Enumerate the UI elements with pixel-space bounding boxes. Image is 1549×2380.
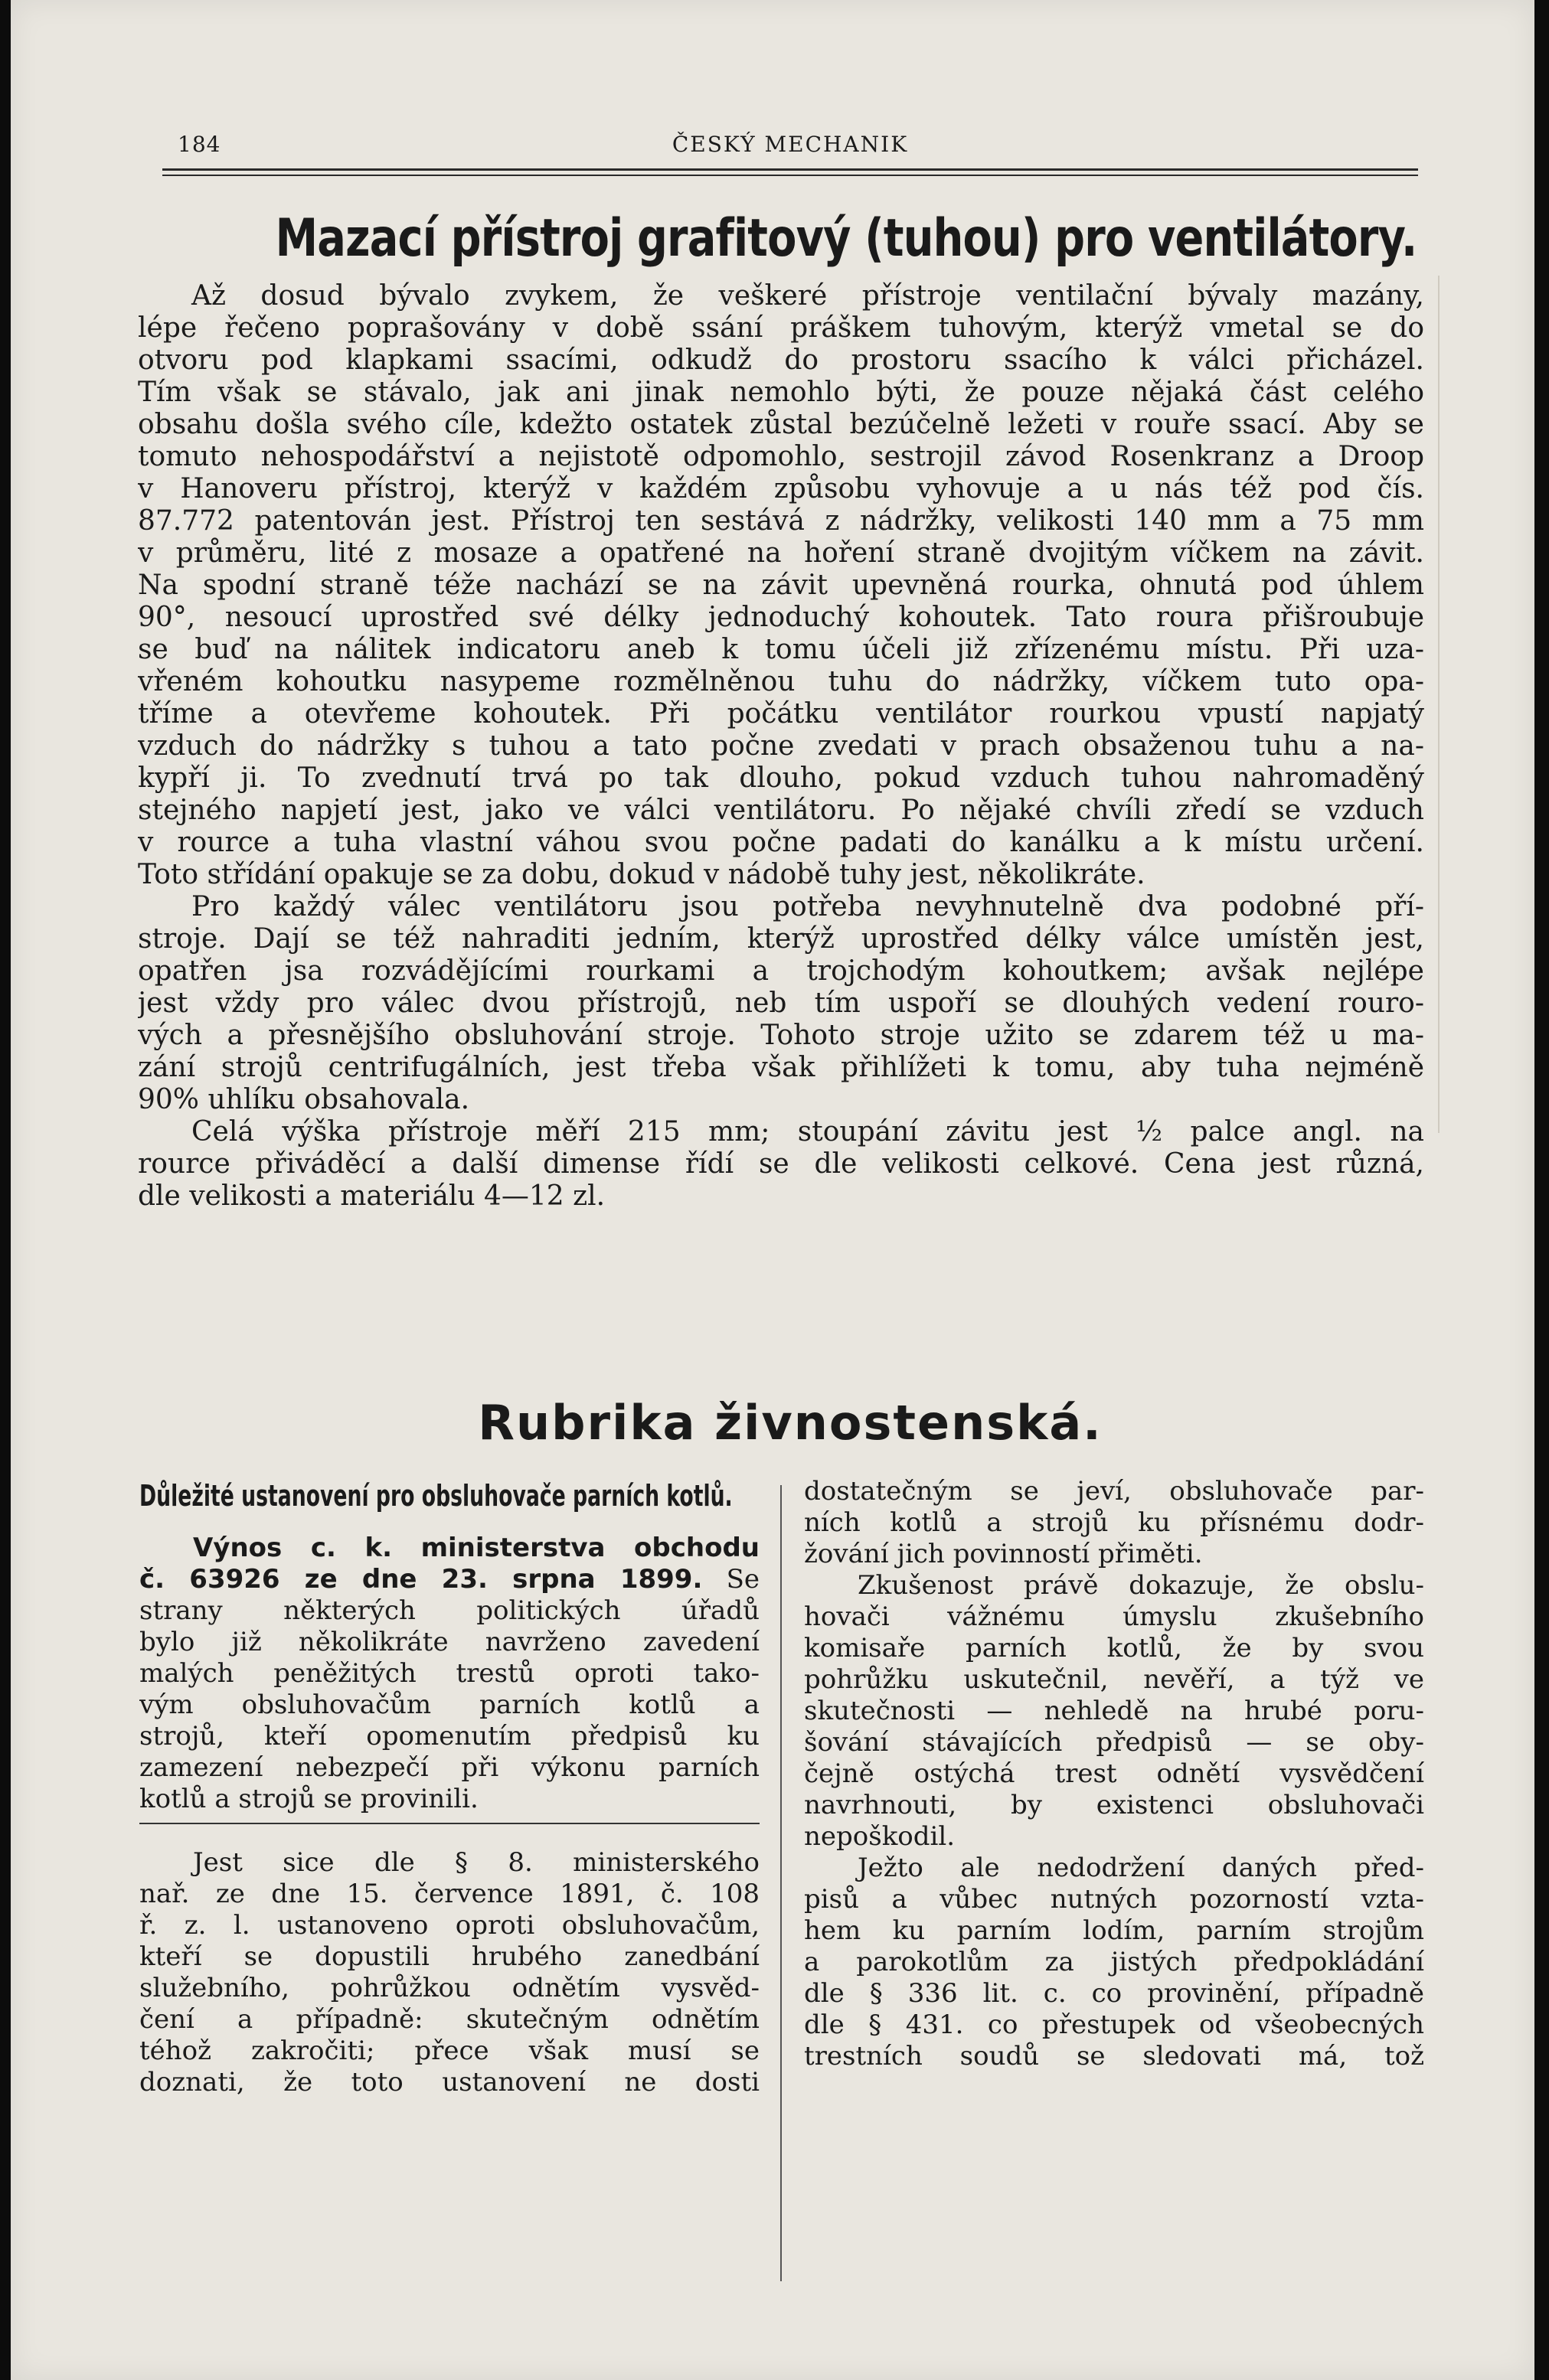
text-line: pisů a vůbec nutných pozorností vzta-: [804, 1884, 1424, 1915]
text-line: pohrůžku uskutečnil, nevěří, a týž ve: [804, 1664, 1424, 1695]
text-line: stejného napjetí jest, jako ve válci ventilátoru. Po nějaké chvíli zředí se vzduch: [138, 795, 1424, 826]
text-line: 90% uhlíku obsahovala.: [138, 1084, 470, 1115]
text-line: rource přiváděcí a další dimense řídí se dle velikosti celkové. Cena jest různá,: [138, 1148, 1424, 1180]
text-line: dostatečným se jeví, obsluhovače par-: [804, 1476, 1424, 1507]
section-title: Rubrika živnostenská.: [478, 1395, 1103, 1451]
text-line: vzduch do nádržky s tuhou a tato počne zvedati v prach obsaženou tuhu a na-: [138, 730, 1424, 762]
column-subheading: Důležité ustanovení pro obsluhovače parních kotlů.: [139, 1479, 733, 1513]
text-line: Zkušenost právě dokazuje, že obslu-: [858, 1570, 1424, 1601]
text-line: lépe řečeno poprašovány v době ssání práškem tuhovým, kterýž vmetal se do: [138, 312, 1424, 344]
text-line: zání strojů centrifugálních, jest třeba však přihlížeti k tomu, aby tuha nejméně: [138, 1052, 1424, 1083]
page-header: [162, 132, 1418, 162]
text-line: hovači vážnému úmyslu zkušebního: [804, 1601, 1424, 1632]
text-line: čejně ostýchá trest odnětí vysvědčení: [804, 1758, 1424, 1789]
text-line: kotlů a strojů se provinili.: [139, 1784, 479, 1814]
text-line: otvoru pod klapkami ssacími, odkudž do prostoru ssacího k válci přicházel.: [138, 344, 1424, 376]
text-line: vých a přesnějšího obsluhování stroje. Tohoto stroje užito se zdarem též u ma-: [138, 1020, 1424, 1051]
header-rule-thick: [162, 168, 1418, 171]
text-line: opatřen jsa rozvádějícími rourkami a trojchodým kohoutkem; avšak nejlépe: [138, 955, 1424, 987]
text-line: strojů, kteří opomenutím předpisů ku: [139, 1721, 760, 1752]
text-line: Celá výška přístroje měří 215 mm; stoupání závitu jest ½ palce angl. na: [191, 1116, 1424, 1148]
text-line: kteří se dopustili hrubého zanedbání: [139, 1941, 760, 1972]
text-line: Ježto ale nedodržení daných před-: [858, 1853, 1424, 1883]
text-line: téhož zakročiti; přece však musí se: [139, 2036, 760, 2066]
text-line: trestních soudů se sledovati má, tož: [804, 2041, 1424, 2071]
text-line: dle § 431. co přestupek od všeobecných: [804, 2009, 1424, 2040]
text-line: Toto střídání opakuje se za dobu, dokud v nádobě tuhy jest, několikráte.: [138, 859, 1145, 890]
text-line: kypří ji. To zvednutí trvá po tak dlouho, pokud vzduch tuhou nahromaděný: [138, 762, 1424, 794]
text-line: vřeném kohoutku nasypeme rozmělněnou tuhu do nádržky, víčkem tuto opa-: [138, 666, 1424, 697]
header-rule-thin: [162, 175, 1418, 176]
text-line: dle velikosti a materiálu 4—12 zl.: [138, 1180, 606, 1212]
text-line: 90°, nesoucí uprostřed své délky jednoduchý kohoutek. Tato roura přišroubuje: [138, 602, 1424, 633]
decree-number: č. 63926 ze dne 23. srpna 1899.: [139, 1564, 703, 1595]
text-line: šování stávajících předpisů — se oby-: [804, 1727, 1424, 1758]
article-body: [138, 280, 1424, 1213]
text-line: se buď na nálitek indicatoru aneb k tomu účeli již zřízenému místu. Při uza-: [138, 634, 1424, 665]
text-line: tříme a otevřeme kohoutek. Při počátku ventilátor rourkou vpustí napjatý: [138, 698, 1424, 730]
text-line: ř. z. l. ustanoveno oproti obsluhovačům,: [139, 1910, 760, 1941]
article-title: Mazací přístroj grafitový (tuhou) pro ventilátory.: [275, 208, 1417, 269]
paragraph-rule: [139, 1823, 760, 1824]
decree-line: Výnos c. k. ministerstva obchodu: [193, 1533, 760, 1563]
text-line: 87.772 patentován jest. Přístroj ten sestává z nádržky, velikosti 140 mm a 75 mm: [138, 505, 1424, 537]
text-line: a parokotlům za jistých předpokládání: [804, 1947, 1424, 1977]
text-line: strany některých politických úřadů: [139, 1595, 760, 1626]
text-line: komisaře parních kotlů, že by svou: [804, 1633, 1424, 1663]
page-edge-shadow: [1438, 276, 1440, 1133]
left-column: [139, 1476, 760, 2098]
decree-line-2: [139, 1564, 760, 1595]
text-line: v rource a tuha vlastní váhou svou počne padati do kanálku a k místu určení.: [138, 827, 1424, 858]
text-line: Na spodní straně téže nachází se na závit upevněná rourka, ohnutá pod úhlem: [138, 570, 1424, 601]
text-line: nepoškodil.: [804, 1821, 956, 1852]
text-line: bylo již několikráte navrženo zavedení: [139, 1627, 760, 1657]
text-line: stroje. Dají se též nahraditi jedním, kterýž uprostřed délky válce umístěn jest,: [138, 923, 1424, 955]
text-line: Pro každý válec ventilátoru jsou potřeba nevyhnutelně dva podobné pří-: [191, 891, 1424, 922]
text-line: zamezení nebezpečí při výkonu parních: [139, 1752, 760, 1783]
text-line: ních kotlů a strojů ku přísnému dodr-: [804, 1507, 1424, 1538]
text-line: Jest sice dle § 8. ministerského: [193, 1847, 760, 1878]
text-line: obsahu došla svého cíle, kdežto ostatek zůstal bezúčelně ležeti v rouře ssací. Aby se: [138, 409, 1424, 440]
page-number: 184: [178, 132, 221, 157]
text-line: doznati, že toto ustanovení ne dosti: [139, 2067, 760, 2098]
text-line: Tím však se stávalo, jak ani jinak nemohlo býti, že pouze nějaká část celého: [138, 377, 1424, 408]
column-divider: [780, 1485, 782, 2281]
journal-title: ČESKÝ MECHANIK: [672, 132, 909, 157]
text-line: Až dosud bývalo zvykem, že veškeré přístroje ventilační bývaly mazány,: [191, 280, 1424, 312]
text-line: navrhnouti, by existenci obsluhovači: [804, 1790, 1424, 1820]
text-line: skutečnosti — nehledě na hrubé poru-: [804, 1696, 1424, 1726]
text-line: jest vždy pro válec dvou přístrojů, neb tím uspoří se dlouhých vedení rourо-: [138, 988, 1424, 1019]
text-line: nař. ze dne 15. července 1891, č. 108: [139, 1879, 760, 1909]
text-line: v průměru, lité z mosaze a opatřené na hoření straně dvojitým víčkem na závit.: [138, 537, 1424, 569]
text-line: služebního, pohrůžkou odnětím vysvěd-: [139, 1973, 760, 2003]
text-line: čení a případně: skutečným odnětím: [139, 2004, 760, 2035]
text-line: malých peněžitých trestů oproti tako-: [139, 1658, 760, 1689]
text-line: žování jich povinností přiměti.: [804, 1539, 1203, 1569]
text-line: tomuto nehospodářství a nejistotě odpomohlo, sestrojil závod Rosenkranz a Droop: [138, 441, 1424, 472]
right-column: [804, 1476, 1424, 2072]
text-line: hem ku parním lodím, parním strojům: [804, 1915, 1424, 1946]
text-line: dle § 336 lit. c. co provinění, případně: [804, 1978, 1424, 2009]
text-line: vým obsluhovačům parních kotlů a: [139, 1690, 760, 1720]
decree-continuation: Se: [726, 1564, 760, 1595]
text-line: v Hanoveru přístroj, kterýž v každém způsobu vyhovuje a u nás též pod čís.: [138, 473, 1424, 504]
